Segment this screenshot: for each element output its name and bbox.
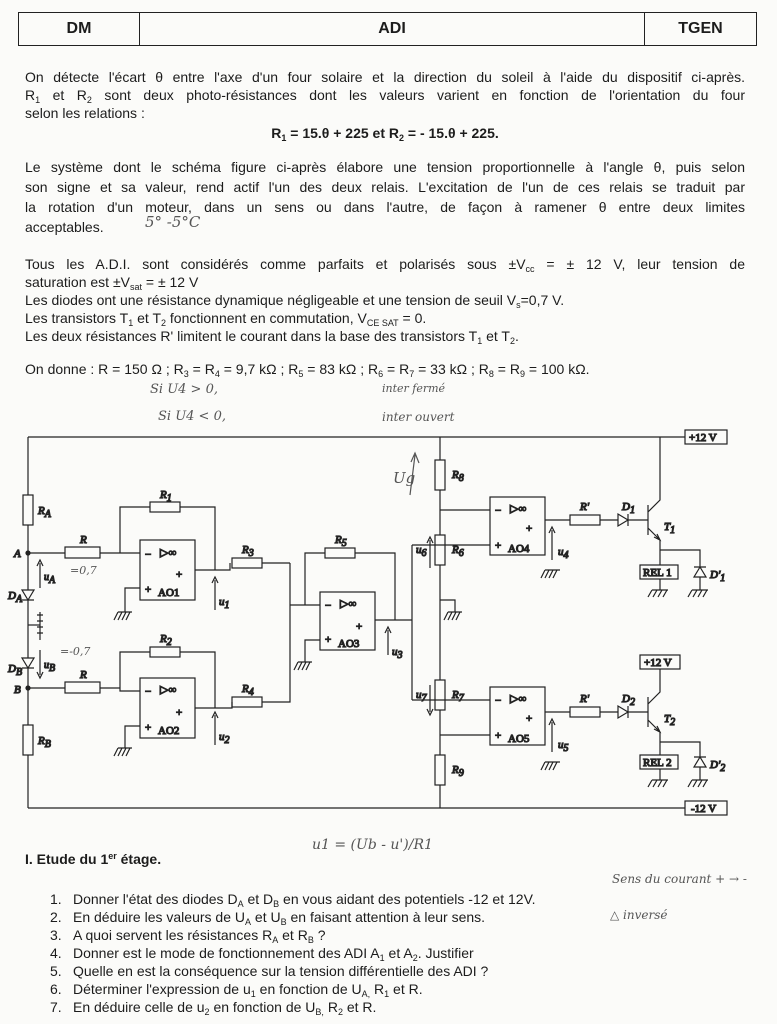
node-A-label: A (14, 548, 21, 560)
resistor-R5-label: R5 (335, 534, 347, 549)
u4-label: u4 (558, 546, 569, 561)
text-segment: et T (133, 310, 162, 326)
diode-Dprime2-label: D'2 (710, 759, 726, 774)
ground-icon (114, 588, 140, 620)
text-segment: R (323, 999, 338, 1015)
text-segment: En déduire les valeurs de U (73, 909, 245, 925)
text-segment: = 33 kΩ ; R (414, 361, 489, 377)
text-segment: en fonction de U (209, 999, 316, 1015)
resistor-R8 (435, 460, 445, 490)
resistor-Rprime-2-label: R' (580, 693, 590, 705)
handwritten-note: inter ouvert (382, 410, 455, 424)
text-segment: Tous les A.D.I. sont considérés comme parfaits et polarisés sous ±V (25, 256, 526, 272)
question-number: 7. (50, 999, 62, 1015)
u6-label: u6 (416, 544, 427, 559)
opamp-AO1-label: AO1 (158, 587, 180, 599)
handwritten-note: =0,7 (70, 564, 97, 577)
resistor-RB-label: RB (38, 735, 51, 750)
uA-label: uA (44, 572, 56, 586)
resistor-R9 (435, 755, 445, 785)
u2-label: u2 (219, 731, 230, 746)
text-segment: et U (251, 909, 281, 925)
text-segment: Quelle en est la conséquence sur la tension différentielle des ADI ? (73, 963, 489, 979)
plus-sign: + (526, 713, 533, 725)
question-item (50, 999, 376, 1015)
text-segment: A (272, 935, 279, 945)
text-segment: = R (493, 361, 520, 377)
resistor-R8-label: R8 (452, 469, 464, 484)
wire (375, 545, 412, 700)
question-item (50, 927, 326, 943)
text-segment: étage. (116, 851, 162, 867)
resistor-RA-label: RA (38, 505, 51, 520)
header-subject: ADI (140, 13, 645, 45)
resistor-R-B (65, 682, 100, 693)
text-segment: et D (243, 891, 274, 907)
text-segment: Donner l'état des diodes D (73, 891, 238, 907)
text-segment: I. Etude du 1 (25, 851, 109, 867)
opamp-AO2-label: AO2 (158, 725, 180, 737)
handwritten-note: 5° -5°C (145, 213, 201, 231)
resistor-Rprime-1-label: R' (580, 501, 590, 513)
resistor-Rprime-1 (570, 515, 600, 525)
text-segment: 2 (204, 1007, 210, 1017)
resistor-R1-label: R1 (160, 489, 172, 504)
text-segment: 2 (509, 336, 515, 346)
transistor-T1-label: T1 (664, 521, 676, 536)
transistor-T1 (648, 437, 660, 565)
handwritten-note: Si U4 < 0, (158, 409, 226, 424)
text-segment: 1 (477, 336, 483, 346)
text-segment: fonctionnent en commutation, V (166, 310, 367, 326)
diode-D2 (600, 706, 648, 718)
wire (412, 545, 490, 700)
resistor-Rprime-2 (570, 707, 600, 717)
resistor-R7 (435, 680, 445, 710)
text-segment: A, (361, 989, 371, 999)
handwritten-note: inter fermé (382, 382, 446, 395)
diode-DB-label: DB (8, 663, 23, 678)
text-segment: 2 (86, 95, 92, 104)
resistor-R-A (65, 547, 100, 558)
text-segment: sat (129, 282, 142, 292)
ground-icon (648, 579, 668, 597)
question-item (50, 981, 423, 997)
minus-sign: − (495, 695, 502, 707)
text-segment: 1 (35, 95, 41, 104)
diode-D2-label: D2 (622, 693, 635, 708)
text-segment: 9 (519, 369, 525, 379)
diode-DB (22, 658, 34, 668)
text-segment: 1 (250, 989, 256, 999)
text-segment: 2 (337, 1007, 343, 1017)
text-segment: = 9,7 kΩ ; R (219, 361, 299, 377)
plus-sign: + (356, 621, 363, 633)
text-segment: 4 (214, 369, 220, 379)
text-segment: et R (278, 927, 308, 943)
text-segment: et R. (342, 999, 377, 1015)
question-text (73, 963, 488, 979)
resistor-R9-label: R9 (452, 764, 464, 779)
resistor-RB (23, 725, 33, 755)
question-text (73, 927, 326, 943)
section-heading (25, 851, 161, 867)
text-segment: R (25, 87, 36, 103)
plus-sign: + (526, 523, 533, 535)
resistor-R3-label: R3 (242, 544, 254, 559)
text-segment: 7 (409, 369, 415, 379)
text-segment: 8 (488, 369, 494, 379)
text-segment: 6 (378, 369, 384, 379)
wire (120, 507, 215, 570)
text-segment: = R (188, 361, 215, 377)
resistor-R1 (150, 502, 180, 512)
text-segment: = R (383, 361, 410, 377)
resistor-R2 (150, 647, 180, 657)
wire (100, 652, 215, 708)
minus-sign: − (145, 549, 152, 561)
plus-sign: + (176, 569, 183, 581)
diode-D1 (600, 514, 648, 526)
resistor-R4 (232, 697, 262, 707)
text-segment: B, (315, 1007, 324, 1017)
question-number: 4. (50, 945, 62, 961)
text-segment: = 15.θ + 225 et R (286, 125, 399, 141)
minus-sign: − (495, 505, 502, 517)
question-number: 3. (50, 927, 62, 943)
plus-sign: + (495, 540, 502, 552)
text-segment: 1 (384, 989, 390, 999)
text-segment: = 83 kΩ ; R (303, 361, 379, 377)
text-segment: . (515, 328, 519, 344)
resistor-R-A-label: R (80, 534, 87, 546)
opamp-symbol: ▷∞ (340, 598, 357, 610)
text-segment: B (280, 917, 287, 927)
opamp-symbol: ▷∞ (160, 547, 177, 559)
text-segment: 1 (379, 953, 385, 963)
resistor-R7-label: R7 (452, 689, 464, 704)
minus-sign: − (145, 686, 152, 698)
question-text (73, 945, 474, 961)
text-segment: son signe et sa valeur, rend actif l'un des deux relais. L'excitation de l'un de ces relais se traduit par (25, 179, 745, 195)
plus-sign: + (145, 584, 152, 596)
u7-label: u7 (416, 689, 427, 704)
header-class: TGEN (678, 20, 723, 37)
text-segment: la rotation d'un moteur, dans un sens ou dans l'autre, de façon à ramener θ entre deux limites (25, 199, 745, 215)
handwritten-note: =-0,7 (60, 645, 91, 658)
text-segment: A quoi servent les résistances R (73, 927, 273, 943)
text-segment: et R (40, 87, 87, 103)
text-segment: en vous aidant des potentiels -12 et 12V. (279, 891, 536, 907)
uA-arrow (37, 560, 43, 588)
text-segment: 1 (281, 133, 287, 143)
text-segment: En déduire celle de u (73, 999, 205, 1015)
text-segment: B (307, 935, 314, 945)
text-segment: = ± 12 V, leur tension de (534, 256, 745, 272)
relay-2-label: REL 2 (643, 757, 672, 769)
opamp-symbol: ▷∞ (510, 693, 527, 705)
question-number: 5. (50, 963, 62, 979)
diode-D1-label: D1 (622, 501, 635, 516)
text-segment: 3 (183, 369, 189, 379)
text-segment: sont deux photo-résistances dont les valeurs varient en fonction de l'orientation du four (91, 87, 745, 103)
text-segment: acceptables. (25, 219, 104, 235)
text-segment: 2 (412, 953, 418, 963)
question-text (73, 891, 536, 907)
text-segment: Les diodes ont une résistance dynamique négligeable et une tension de seuil V (25, 292, 517, 308)
transistor-T2-label: T2 (664, 713, 676, 728)
text-segment: R (271, 125, 282, 141)
vminus-label: -12 V (691, 803, 717, 815)
handwritten-note: Sens du courant + → - (612, 872, 747, 886)
text-segment: A (237, 899, 244, 909)
opamp-AO5-label: AO5 (508, 733, 530, 745)
opamp-AO4-label: AO4 (508, 543, 530, 555)
resistor-R6-label: R6 (452, 544, 464, 559)
text-segment: 1 (128, 318, 134, 328)
plus-sign: + (495, 730, 502, 742)
text-segment: R (370, 981, 385, 997)
resistor-R6 (435, 535, 445, 565)
text-segment: er (108, 851, 117, 861)
text-segment: B (273, 899, 280, 909)
text-segment: Les deux résistances R' limitent le courant dans la base des transistors T (25, 328, 478, 344)
text-segment: Déterminer l'expression de u (73, 981, 251, 997)
uB-label: uB (44, 660, 56, 674)
plus-sign: + (145, 722, 152, 734)
text-segment: et T (482, 328, 510, 344)
diode-Dprime1-label: D'1 (710, 569, 726, 584)
u3-label: u3 (392, 646, 403, 661)
node-B-label: B (14, 684, 21, 696)
handwritten-note: u1 = (Ub - u')/R1 (312, 837, 433, 853)
text-segment: s (516, 300, 521, 310)
handwritten-note: Ug (393, 469, 416, 487)
transistor-T2 (648, 669, 660, 755)
text-segment: cc (525, 264, 535, 273)
text-segment: selon les relations : (25, 105, 145, 121)
question-text (73, 909, 485, 925)
question-number: 6. (50, 981, 62, 997)
question-number: 2. (50, 909, 62, 925)
question-item (50, 891, 536, 907)
resistor-RA (23, 495, 33, 525)
question-item (50, 963, 488, 979)
diode-DA-label: DA (8, 590, 23, 605)
u6-arrow (427, 537, 433, 568)
resistor-R3 (232, 558, 262, 568)
text-segment: 5 (298, 369, 304, 379)
question-number: 1. (50, 891, 62, 907)
question-text (73, 999, 376, 1015)
wire (440, 510, 490, 735)
text-segment: = - 15.θ + 225. (404, 125, 499, 141)
header-course: DM (19, 13, 140, 45)
wire (262, 563, 290, 702)
resistor-R5 (325, 548, 355, 558)
question-text (73, 981, 423, 997)
resistor-R2-label: R2 (160, 633, 172, 648)
question-item (50, 945, 474, 961)
text-segment: =0,7 V. (520, 292, 565, 308)
relay-1-label: REL 1 (643, 567, 672, 579)
text-segment: = ± 12 V (141, 274, 199, 290)
plus-sign: + (176, 707, 183, 719)
text-segment: A (245, 917, 252, 927)
diode-DA (22, 590, 34, 600)
text-segment: = 0. (398, 310, 427, 326)
plus-sign: + (325, 634, 332, 646)
opamp-symbol: ▷∞ (160, 684, 177, 696)
resistor-R-B-label: R (80, 669, 87, 681)
warning-triangle-icon: △ (610, 908, 624, 922)
text-segment: . Justifier (417, 945, 474, 961)
text-segment: Les transistors T (25, 310, 129, 326)
text-segment: Le système dont le schéma figure ci-après élabore une tension proportionnelle à l'angle θ, puis selon (25, 159, 745, 175)
text-segment: et A (384, 945, 413, 961)
opamp-symbol: ▷∞ (510, 503, 527, 515)
text-segment: 2 (399, 133, 405, 143)
ground-icon (294, 640, 320, 670)
text-segment: en fonction de U (255, 981, 362, 997)
ground-icon (648, 769, 668, 787)
ground-icon (114, 726, 140, 756)
text-segment: saturation est ±V (25, 274, 130, 290)
text-segment: et R. (389, 981, 423, 997)
handwritten-note: Si U4 > 0, (150, 382, 218, 397)
uB-arrow (37, 650, 43, 678)
text-segment: = 100 kΩ. (524, 361, 590, 377)
text-segment: 2 (161, 318, 167, 328)
minus-sign: − (325, 600, 332, 612)
text-segment: On donne : R = 150 Ω ; R (25, 361, 184, 377)
text-segment: CE SAT (366, 318, 399, 328)
question-item (50, 909, 485, 925)
text-segment: en faisant attention à leur sens. (286, 909, 486, 925)
text-segment: ? (313, 927, 326, 943)
u1-label: u1 (219, 596, 230, 611)
handwritten-inverse: inversé (623, 908, 668, 922)
opamp-AO3-label: AO3 (338, 638, 360, 650)
vplus-label: +12 V (689, 432, 717, 444)
ground-icon (440, 600, 462, 620)
ground-icon (37, 612, 43, 640)
handwritten-arrow (410, 453, 419, 495)
vplus2-label: +12 V (644, 657, 672, 669)
text-segment: Donner est le mode de fonctionnement des ADI A (73, 945, 380, 961)
resistor-R4-label: R4 (242, 683, 254, 698)
u5-label: u5 (558, 739, 569, 754)
text-segment: On détecte l'écart θ entre l'axe d'un four solaire et la direction du soleil à l'aide du dispositif ci-après. (25, 69, 745, 85)
